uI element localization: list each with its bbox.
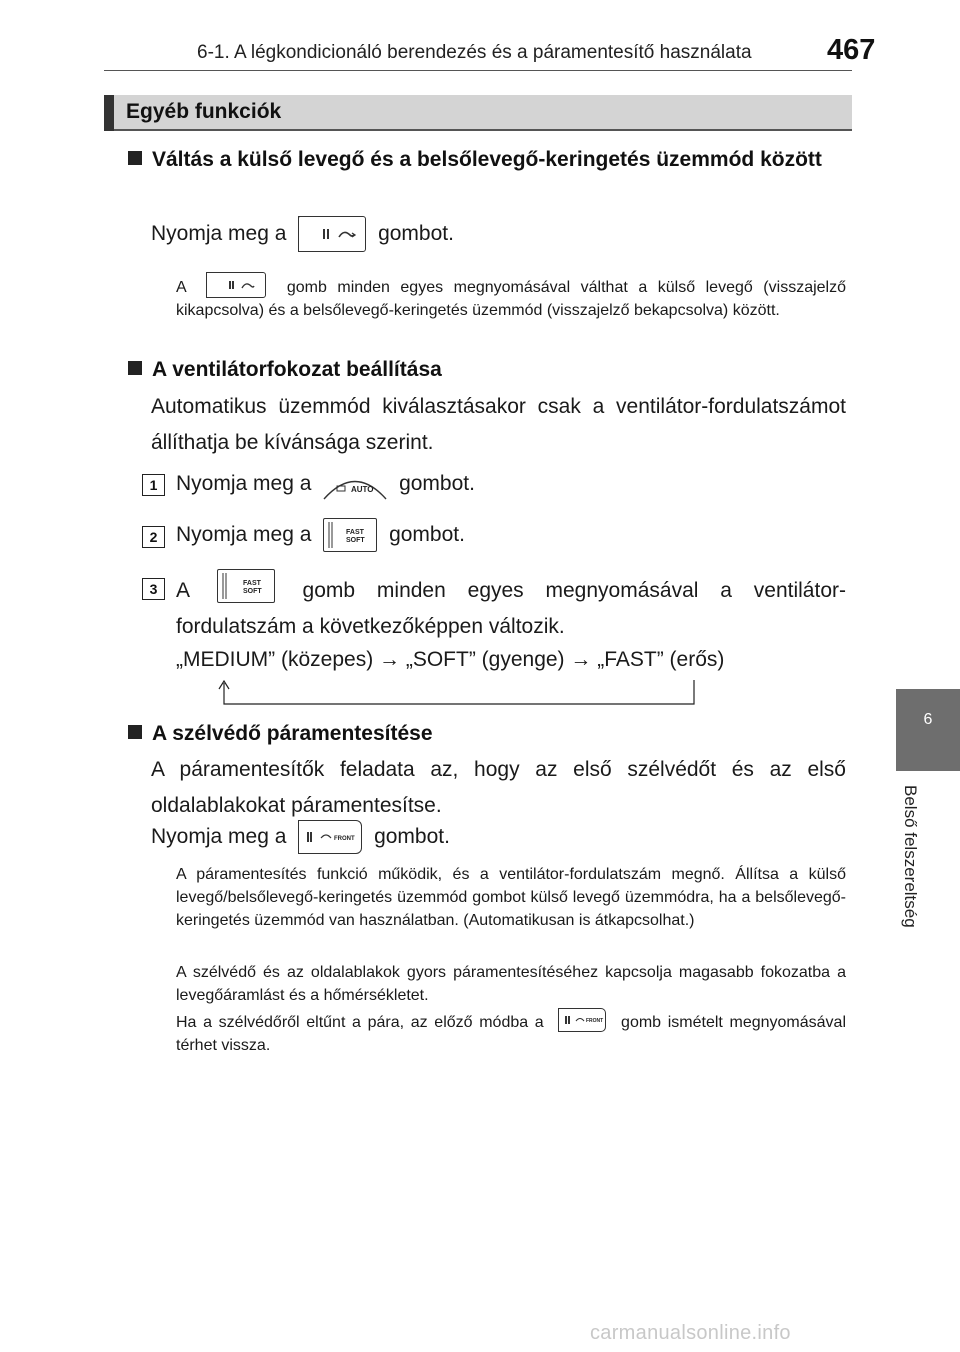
fan-cycle: „MEDIUM” (közepes) → „SOFT” (gyenge) → „FAST” (erős) xyxy=(176,648,725,671)
fan-heading-text: A ventilátorfokozat beállítása xyxy=(152,358,442,381)
bullet-square-icon xyxy=(128,725,142,739)
defog-press-line xyxy=(151,819,450,855)
watermark: carmanualsonline.info xyxy=(590,1322,791,1344)
section-bar xyxy=(104,95,852,131)
recirc-heading xyxy=(128,143,846,176)
chapter-tab xyxy=(896,689,960,771)
header-rule xyxy=(104,70,852,71)
fan-step-1 xyxy=(176,466,475,502)
fan-step-1-after: gombot. xyxy=(399,472,475,495)
soft-label: SOFT xyxy=(346,537,365,545)
defog-note-2: A szélvédő és az oldalablakok gyors páramentesítéséhez kapcsolja magasabb fokozatba a levegőáramlást és a hőmérsékletet. xyxy=(176,964,846,1004)
fan-step-3-before: A xyxy=(176,579,189,602)
fast-soft-button-icon xyxy=(323,518,377,552)
defog-note-3 xyxy=(176,1008,846,1057)
recirc-note-after: gomb minden egyes megnyomásával válthat a külső levegő (visszajelző kikapcsolva) és a belsőlevegő-keringetés üzemmód (visszajelző bekapcsolva) között. xyxy=(176,279,846,319)
recirc-button-small-icon xyxy=(206,272,266,298)
defog-note-3-after: gomb ismételt megnyomásával térhet vissza. xyxy=(176,1014,847,1054)
fan-step-1-before: Nyomja meg a xyxy=(176,472,312,495)
chapter-label-wrap xyxy=(900,785,926,960)
fan-step-3-after: gomb minden egyes megnyomásával a ventilátor-fordulatszám a következőképpen változik. xyxy=(176,579,846,638)
fast-label: FAST xyxy=(346,529,365,537)
defog-note-1: A páramentesítés funkció működik, és a ventilátor-fordulatszám megnő. Állítsa a külső levegő/belsőlevegő-keringetés üzemmód gombot külső levegő üzemmódra, ha a belsőlevegő-keringetés üzemmód van használatban. (Automatikusan is átkapcsolhat.) xyxy=(176,866,846,929)
chapter-number: 6 xyxy=(923,711,933,728)
cycle-return-arrow xyxy=(210,678,702,708)
front-defog-button-small-icon xyxy=(558,1008,606,1032)
recirc-note-before: A xyxy=(176,279,186,296)
front-label: FRONT xyxy=(334,836,355,843)
fast-label: FAST xyxy=(242,580,261,587)
fan-step-3 xyxy=(176,569,846,645)
recirc-note xyxy=(176,272,846,322)
bullet-square-icon xyxy=(128,361,142,375)
defog-note-3-before: Ha a szélvédőről eltűnt a pára, az előző módba a xyxy=(176,1014,544,1031)
chapter-label: Belső felszereltség xyxy=(901,785,920,928)
defog-press-after: gombot. xyxy=(374,825,450,848)
fan-intro: Automatikus üzemmód kiválasztásakor csak a ventilátor-fordulatszámot állíthatja be kívánsága szerint. xyxy=(151,395,846,454)
recirc-press-line xyxy=(151,216,454,254)
step-number: 1 xyxy=(142,474,165,496)
defog-press-before: Nyomja meg a xyxy=(151,825,287,848)
fan-step-2-after: gombot. xyxy=(389,523,465,546)
fast-soft-button-icon xyxy=(217,569,275,603)
auto-label: AUTO xyxy=(351,485,374,495)
auto-button-icon xyxy=(323,468,387,500)
step-number: 3 xyxy=(142,578,165,600)
recirc-button-icon xyxy=(298,216,366,252)
front-defog-button-icon xyxy=(298,820,362,854)
section-bar-strip xyxy=(104,95,114,131)
defog-heading-text: A szélvédő páramentesítése xyxy=(152,722,433,745)
defog-heading xyxy=(128,722,433,746)
bullet-square-icon xyxy=(128,151,142,165)
section-title: Egyéb funkciók xyxy=(126,100,282,123)
step-number: 2 xyxy=(142,526,165,548)
running-header: 6-1. A légkondicionáló berendezés és a páramentesítő használata xyxy=(197,42,752,63)
soft-label: SOFT xyxy=(242,588,262,595)
fan-heading xyxy=(128,358,442,382)
page-number: 467 xyxy=(827,34,876,66)
recirc-press-after: gombot. xyxy=(378,222,454,245)
recirc-heading-text: Váltás a külső levegő és a belsőlevegő-keringetés üzemmód között xyxy=(152,148,822,171)
fan-step-2-before: Nyomja meg a xyxy=(176,523,312,546)
defog-intro: A páramentesítők feladata az, hogy az első szélvédőt és az első oldalablakokat páramentesítse. xyxy=(151,758,846,817)
recirc-press-before: Nyomja meg a xyxy=(151,222,287,245)
fan-step-2 xyxy=(176,517,465,553)
front-label: FRONT xyxy=(586,1018,604,1024)
